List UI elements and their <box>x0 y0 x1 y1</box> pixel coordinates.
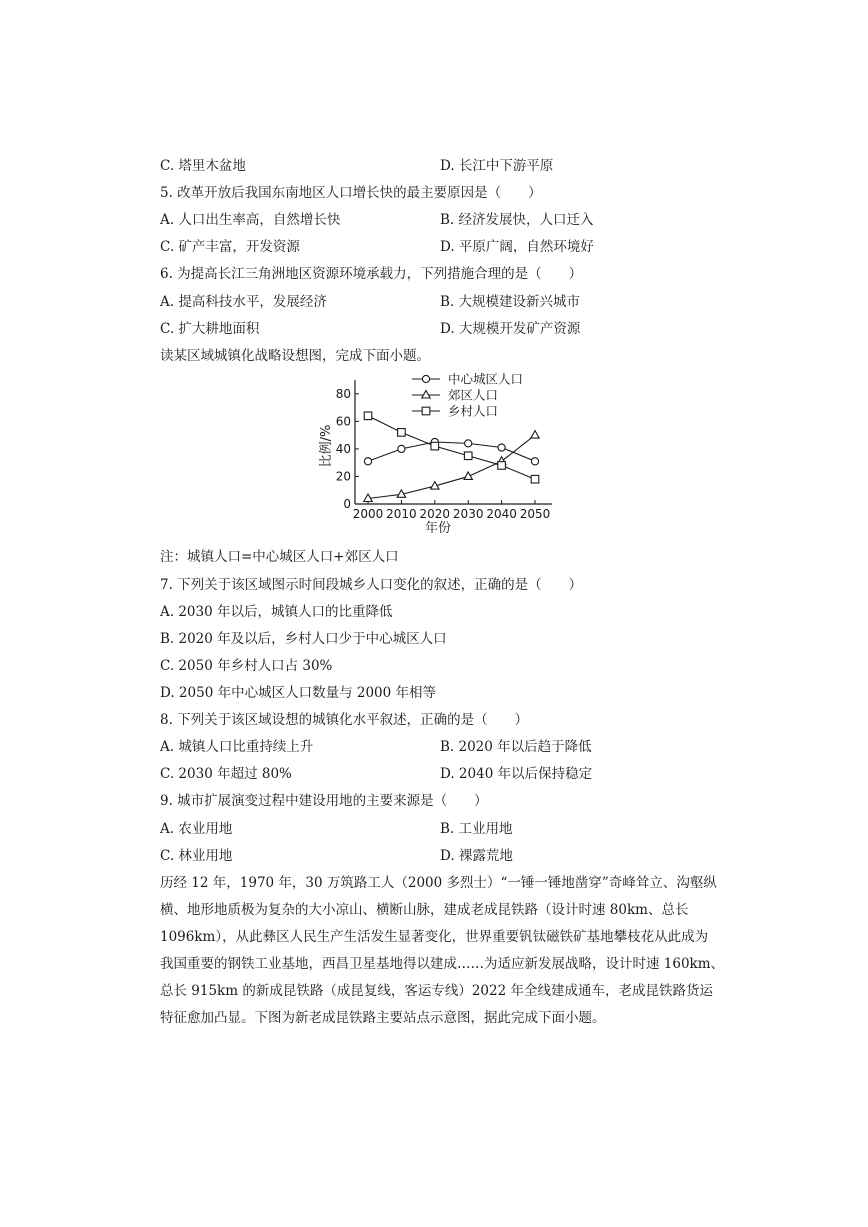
series-line-square <box>368 416 535 479</box>
passage-line-3: 1096km），从此彝区人民生产生活发生显著变化，世界重要钒钛磁铁矿基地攀枝花从此成为 <box>160 929 709 945</box>
y-tick-label: 20 <box>335 469 351 484</box>
square-point <box>431 442 439 450</box>
q6-option-b: B. 大规模建设新兴城市 <box>440 294 581 310</box>
square-point <box>498 462 506 470</box>
x-tick-label: 2040 <box>486 507 517 521</box>
circle-point <box>465 440 472 447</box>
x-tick-label: 2010 <box>386 507 417 521</box>
y-tick-label: 40 <box>335 441 351 456</box>
q9-option-b: B. 工业用地 <box>440 821 513 837</box>
square-point <box>464 452 472 460</box>
chart-marks <box>364 412 539 501</box>
q7-option-c: C. 2050 年乡村人口占 30% <box>160 658 333 674</box>
square-point <box>398 429 406 437</box>
passage-line-2: 横、地形地质极为复杂的大小凉山、横断山脉，建成老成昆铁路（设计时速 80km、总长 <box>160 902 689 918</box>
question-7-stem: 7. 下列关于该区域图示时间段城乡人口变化的叙述，正确的是（ ） <box>160 577 583 593</box>
q5-option-c: C. 矿产丰富，开发资源 <box>160 239 300 255</box>
x-tick-label: 2050 <box>519 507 551 521</box>
q5-option-a: A. 人口出生率高，自然增长快 <box>160 212 341 228</box>
circle-point <box>422 375 429 382</box>
q8-option-b: B. 2020 年以后趋于降低 <box>440 739 592 755</box>
circle-point <box>531 458 538 465</box>
circle-point <box>398 445 405 452</box>
legend-label: 乡村人口 <box>448 403 499 419</box>
q7-option-b: B. 2020 年及以后，乡村人口少于中心城区人口 <box>160 631 447 647</box>
q8-option-d: D. 2040 年以后保持稳定 <box>440 766 593 782</box>
chart-intro: 读某区域城镇化战略设想图，完成下面小题。 <box>160 348 430 364</box>
legend-label: 中心城区人口 <box>448 371 524 387</box>
y-axis-label: 比例/% <box>319 424 334 468</box>
q8-option-a: A. 城镇人口比重持续上升 <box>160 739 314 755</box>
square-point <box>531 475 539 483</box>
y-tick-label: 80 <box>335 386 351 401</box>
x-tick-label: 2030 <box>452 507 484 521</box>
q5-option-d: D. 平原广阔，自然环境好 <box>440 239 594 255</box>
passage-line-6: 特征愈加凸显。下图为新老成昆铁路主要站点示意图，据此完成下面小题。 <box>160 1010 606 1026</box>
circle-point <box>498 444 505 451</box>
q9-option-a: A. 农业用地 <box>160 821 233 837</box>
passage-line-4: 我国重要的钢铁工业基地，西昌卫星基地得以建成……为适应新发展战略，设计时速 160km、 <box>160 956 725 972</box>
q7-option-a: A. 2030 年以后，城镇人口的比重降低 <box>160 604 393 620</box>
y-tick-label: 0 <box>343 497 351 511</box>
question-5-stem: 5. 改革开放后我国东南地区人口增长快的最主要原因是（ ） <box>160 185 542 201</box>
q7-option-d: D. 2050 年中心城区人口数量与 2000 年相等 <box>160 685 437 701</box>
q5-option-b: B. 经济发展快，人口迁入 <box>440 212 594 228</box>
option-c: C. 塔里木盆地 <box>160 158 246 174</box>
series-line-circle <box>368 442 535 461</box>
x-axis-label: 年份 <box>424 521 452 536</box>
legend-label: 郊区人口 <box>448 387 499 403</box>
question-6-stem: 6. 为提高长江三角洲地区资源环境承载力，下列措施合理的是（ ） <box>160 266 583 282</box>
q6-option-d: D. 大规模开发矿产资源 <box>440 321 581 337</box>
series-line-triangle <box>368 435 535 498</box>
q9-option-c: C. 林业用地 <box>160 848 233 864</box>
triangle-point <box>422 391 430 399</box>
square-point <box>364 412 372 420</box>
passage-line-5: 总长 915km 的新成昆铁路（成昆复线，客运专线）2022 年全线建成通车，老成昆铁路货运 <box>160 983 713 999</box>
chart-legend <box>412 372 523 419</box>
square-point <box>422 407 430 415</box>
q6-option-a: A. 提高科技水平，发展经济 <box>160 294 327 310</box>
x-tick-label: 2020 <box>419 507 451 521</box>
q6-option-c: C. 扩大耕地面积 <box>160 321 260 337</box>
q8-option-c: C. 2030 年超过 80% <box>160 766 292 782</box>
q9-option-d: D. 裸露荒地 <box>440 848 513 864</box>
question-9-stem: 9. 城市扩展演变过程中建设用地的主要来源是（ ） <box>160 793 488 809</box>
triangle-point <box>531 431 539 439</box>
option-d: D. 长江中下游平原 <box>440 158 554 174</box>
x-tick-label: 2000 <box>352 507 384 521</box>
question-8-stem: 8. 下列关于该区域设想的城镇化水平叙述，正确的是（ ） <box>160 712 529 728</box>
y-tick-label: 60 <box>335 414 351 429</box>
chart-note: 注：城镇人口=中心城区人口+郊区人口 <box>160 549 399 565</box>
urbanization-line-chart <box>310 368 570 538</box>
circle-point <box>364 458 371 465</box>
passage-line-1: 历经 12 年，1970 年，30 万筑路工人（2000 多烈士）“一锤一锤地凿穿”奇峰耸立、沟壑纵 <box>160 875 717 891</box>
